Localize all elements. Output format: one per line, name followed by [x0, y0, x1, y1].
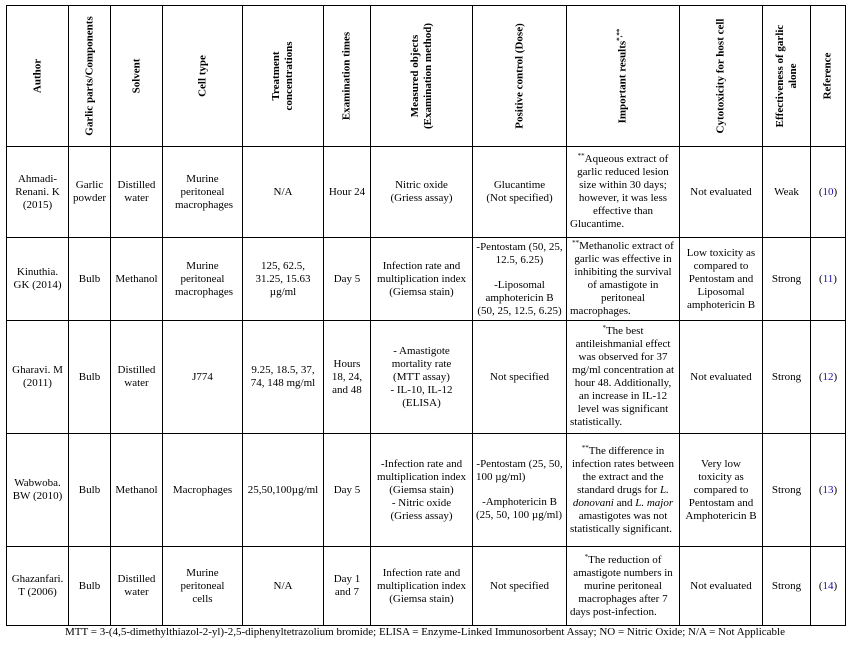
cell-garlic-parts: Bulb [69, 238, 111, 321]
header-garlic-parts: Garlic parts/Components [69, 6, 111, 147]
cell-important-results: **Aqueous extract of garlic reduced lesion size within 30 days; however, it was less effective than Glucantime. [567, 147, 680, 238]
cell-effectiveness: Weak [763, 147, 811, 238]
cell-positive-control: Not specified [473, 547, 567, 626]
cell-effectiveness: Strong [763, 434, 811, 547]
cell-solvent: Distilled water [111, 547, 163, 626]
cell-treatment: 9.25, 18.5, 37, 74, 148 mg/ml [243, 321, 324, 434]
cell-measured-objects: Infection rate and multiplication index (Giemsa stain) [371, 547, 473, 626]
header-author: Author [7, 6, 69, 147]
header-row [7, 6, 846, 147]
cell-author: Ahmadi-Renani. K (2015) [7, 147, 69, 238]
cell-reference: (13) [811, 434, 846, 547]
cell-garlic-parts: Bulb [69, 321, 111, 434]
cell-cell-type: Macrophages [163, 434, 243, 547]
header-reference: Reference [811, 6, 846, 147]
cell-garlic-parts: Bulb [69, 547, 111, 626]
cell-cytotoxicity: Low toxicity as compared to Pentostam and Liposomal amphotericin B [680, 238, 763, 321]
cell-examination-times: Hour 24 [324, 147, 371, 238]
cell-important-results: **Methanolic extract of garlic was effective in inhibiting the survival of amastigote in peritoneal macrophages. [567, 238, 680, 321]
cell-positive-control: Glucantime (Not specified) [473, 147, 567, 238]
header-effectiveness: Effectiveness of garlic alone [763, 6, 811, 147]
cell-examination-times: Hours 18, 24, and 48 [324, 321, 371, 434]
cell-examination-times: Day 1 and 7 [324, 547, 371, 626]
cell-solvent: Methanol [111, 434, 163, 547]
cell-author: Gharavi. M (2011) [7, 321, 69, 434]
table-row [7, 147, 846, 238]
header-measured-objects: Measured objects (Examination method) [371, 6, 473, 147]
header-important-results: Important results*,** [567, 6, 680, 147]
reference-link[interactable]: 13 [822, 483, 834, 496]
cell-cell-type: Murine peritoneal cells [163, 547, 243, 626]
cell-solvent: Distilled water [111, 147, 163, 238]
cell-garlic-parts: Garlic powder [69, 147, 111, 238]
cell-cytotoxicity: Not evaluated [680, 321, 763, 434]
cell-important-results: *The reduction of amastigote numbers in murine peritoneal macrophages after 7 days post-infection. [567, 547, 680, 626]
cell-treatment: N/A [243, 547, 324, 626]
cell-garlic-parts: Bulb [69, 434, 111, 547]
cell-positive-control: -Pentostam (50, 25, 12.5, 6.25) -Liposomal amphotericin B (50, 25, 12.5, 6.25) [473, 238, 567, 321]
header-treatment-concentrations: Treatment concentrations [243, 6, 324, 147]
cell-cytotoxicity: Not evaluated [680, 147, 763, 238]
cell-important-results: **The difference in infection rates between the extract and the standard drugs for L. donovani and L. major amastigotes was not statistically significant. [567, 434, 680, 547]
cell-cell-type: Murine peritoneal macrophages [163, 238, 243, 321]
cell-cytotoxicity: Not evaluated [680, 547, 763, 626]
cell-treatment: N/A [243, 147, 324, 238]
reference-link[interactable]: 14 [822, 579, 834, 592]
cell-cell-type: Murine peritoneal macrophages [163, 147, 243, 238]
cell-effectiveness: Strong [763, 238, 811, 321]
cell-positive-control: Not specified [473, 321, 567, 434]
header-examination-times: Examination times [324, 6, 371, 147]
cell-cytotoxicity: Very low toxicity as compared to Pentostam and Amphotericin B [680, 434, 763, 547]
cell-measured-objects: Infection rate and multiplication index (Giemsa stain) [371, 238, 473, 321]
table-row [7, 547, 846, 626]
cell-author: Wabwoba. BW (2010) [7, 434, 69, 547]
header-solvent: Solvent [111, 6, 163, 147]
cell-author: Kinuthia. GK (2014) [7, 238, 69, 321]
cell-effectiveness: Strong [763, 321, 811, 434]
cell-measured-objects: -Infection rate and multiplication index (Giemsa stain) - Nitric oxide (Griess assay) [371, 434, 473, 547]
cell-cell-type: J774 [163, 321, 243, 434]
cell-author: Ghazanfari. T (2006) [7, 547, 69, 626]
reference-link[interactable]: 10 [822, 185, 834, 198]
cell-treatment: 25,50,100µg/ml [243, 434, 324, 547]
cell-reference: (10) [811, 147, 846, 238]
header-cytotoxicity: Cytotoxicity for host cell [680, 6, 763, 147]
table-row [7, 434, 846, 547]
header-cell-type: Cell type [163, 6, 243, 147]
cell-reference: (14) [811, 547, 846, 626]
table-footnote: MTT = 3-(4,5-dimethylthiazol-2-yl)-2,5-diphenyltetrazolium bromide; ELISA = Enzyme-Linked Immunosorbent Assay; NO = Nitric Oxide; N/A = Not Applicable [65, 626, 785, 638]
cell-reference: (11) [811, 238, 846, 321]
cell-examination-times: Day 5 [324, 238, 371, 321]
cell-solvent: Distilled water [111, 321, 163, 434]
reference-link[interactable]: 11 [822, 272, 834, 285]
cell-treatment: 125, 62.5, 31.25, 15.63 µg/ml [243, 238, 324, 321]
table-row [7, 321, 846, 434]
cell-important-results: *The best antileishmanial effect was observed for 37 mg/ml concentration at hour 48. Additionally, an increase in IL-12 level was significant statistically. [567, 321, 680, 434]
reference-link[interactable]: 12 [822, 370, 834, 383]
cell-solvent: Methanol [111, 238, 163, 321]
table-row [7, 238, 846, 321]
garlic-studies-table [6, 5, 846, 626]
cell-positive-control: -Pentostam (25, 50, 100 µg/ml) -Amphotericin B (25, 50, 100 µg/ml) [473, 434, 567, 547]
cell-examination-times: Day 5 [324, 434, 371, 547]
header-positive-control: Positive control (Dose) [473, 6, 567, 147]
cell-measured-objects: - Amastigote mortality rate (MTT assay) - IL-10, IL-12 (ELISA) [371, 321, 473, 434]
cell-reference: (12) [811, 321, 846, 434]
cell-measured-objects: Nitric oxide (Griess assay) [371, 147, 473, 238]
cell-effectiveness: Strong [763, 547, 811, 626]
